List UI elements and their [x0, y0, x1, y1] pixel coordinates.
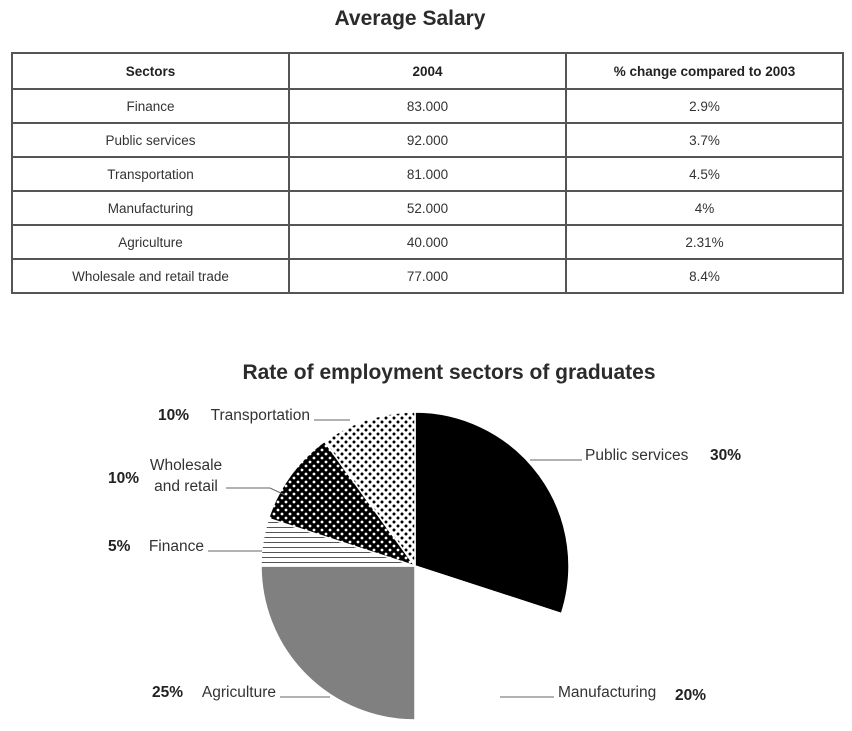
table-title: Average Salary [334, 7, 486, 30]
change-cell: 2.31% [566, 225, 843, 259]
column-header-change: % change compared to 2003 [566, 53, 843, 89]
change-cell: 8.4% [566, 259, 843, 293]
slice-percent-label: 10% [158, 407, 190, 424]
change-cell: 4.5% [566, 157, 843, 191]
salary-2004-cell: 52.000 [289, 191, 566, 225]
slice-percent-label: 10% [108, 470, 140, 487]
slice-percent-label: 5% [108, 538, 131, 555]
column-header-sectors: Sectors [12, 53, 289, 89]
salary-2004-cell: 81.000 [289, 157, 566, 191]
change-cell: 3.7% [566, 123, 843, 157]
slice-percent-label: 25% [152, 684, 184, 701]
slice-label: Finance [148, 538, 204, 555]
slice-label: Manufacturing [558, 684, 657, 701]
pie-title: Rate of employment sectors of graduates [242, 361, 656, 384]
salary-2004-cell: 40.000 [289, 225, 566, 259]
change-cell: 4% [566, 191, 843, 225]
salary-2004-cell: 83.000 [289, 89, 566, 123]
slice-label: Transportation [210, 407, 310, 424]
slice-percent-label: 30% [710, 447, 742, 464]
sector-cell: Finance [12, 89, 289, 123]
sector-cell: Wholesale and retail trade [12, 259, 289, 293]
sector-cell: Agriculture [12, 225, 289, 259]
slice-label: Wholesale and retail [149, 457, 223, 495]
salary-2004-cell: 92.000 [289, 123, 566, 157]
change-cell: 2.9% [566, 89, 843, 123]
sector-cell: Public services [12, 123, 289, 157]
slice-label: Public services [585, 447, 689, 464]
sector-cell: Manufacturing [12, 191, 289, 225]
salary-2004-cell: 77.000 [289, 259, 566, 293]
leader-line [226, 488, 285, 495]
sector-cell: Transportation [12, 157, 289, 191]
slice-percent-label: 20% [675, 687, 707, 704]
slice-label: Agriculture [201, 684, 276, 701]
column-header-2004: 2004 [289, 53, 566, 89]
